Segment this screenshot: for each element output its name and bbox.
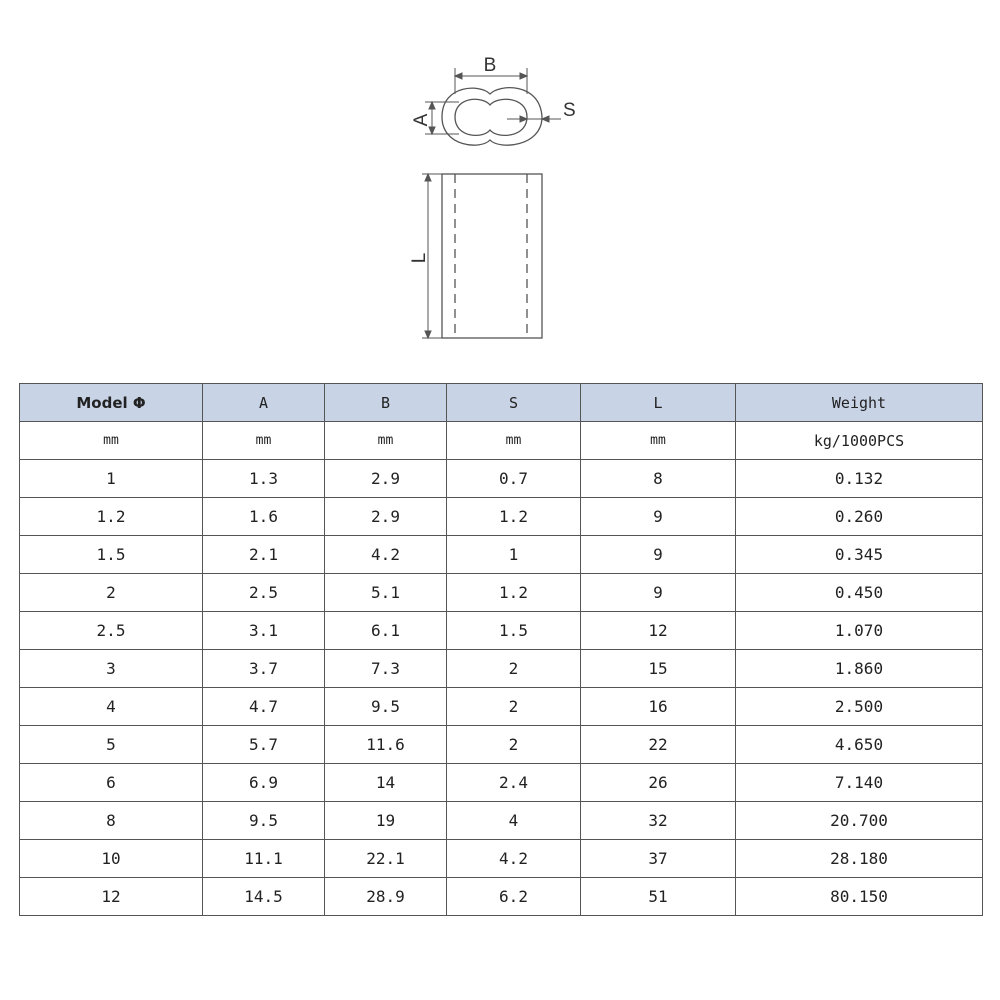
table-body [20,422,983,916]
table-cell: 1 [20,460,203,498]
table-cell: 16 [581,688,736,726]
table-cell: 4.2 [447,840,581,878]
table-row [20,726,983,764]
table-cell: 9 [581,498,736,536]
table-cell: 0.345 [736,536,983,574]
table-cell: 9.5 [325,688,447,726]
table-cell: 4.2 [325,536,447,574]
table-row [20,688,983,726]
table-row [20,536,983,574]
table-cell: 11.1 [203,840,325,878]
units-row [20,422,983,460]
table-cell: 2.9 [325,498,447,536]
table-cell: 2.5 [203,574,325,612]
table-cell: 2.4 [447,764,581,802]
table-cell: 1 [447,536,581,574]
dimension-s-label: S [563,100,576,121]
dimension-l-label: L [409,252,430,264]
table-row [20,764,983,802]
table-row [20,650,983,688]
table-cell: 19 [325,802,447,840]
technical-drawing [395,50,605,350]
table-cell: 5.1 [325,574,447,612]
table-cell: 8 [20,802,203,840]
table-cell: 15 [581,650,736,688]
header-weight: Weight [736,384,983,422]
dimension-b-label: B [483,55,497,76]
table-cell: 2 [20,574,203,612]
top-view [442,88,542,145]
table-cell: 0.132 [736,460,983,498]
table-cell: 2.9 [325,460,447,498]
table-cell: 2.500 [736,688,983,726]
table-cell: 10 [20,840,203,878]
table-cell: 37 [581,840,736,878]
table-cell: 7.3 [325,650,447,688]
table-cell: 4 [447,802,581,840]
unit-cell: mm [325,422,447,460]
table-row [20,498,983,536]
dimension-s [507,116,561,122]
unit-cell: mm [581,422,736,460]
table-cell: 1.2 [447,574,581,612]
table-cell: 8 [581,460,736,498]
table-cell: 2 [447,726,581,764]
table-cell: 3.7 [203,650,325,688]
table-cell: 22.1 [325,840,447,878]
table-cell: 2.5 [20,612,203,650]
spec-table [19,383,983,916]
table-row [20,840,983,878]
table-cell: 1.5 [20,536,203,574]
table-cell: 12 [581,612,736,650]
table-row [20,460,983,498]
table-cell: 1.860 [736,650,983,688]
table-cell: 4.650 [736,726,983,764]
table-cell: 5 [20,726,203,764]
table-cell: 14.5 [203,878,325,916]
table-cell: 80.150 [736,878,983,916]
table-cell: 4.7 [203,688,325,726]
table-cell: 0.450 [736,574,983,612]
table-cell: 7.140 [736,764,983,802]
side-view [442,174,542,338]
table-row [20,574,983,612]
table-cell: 9.5 [203,802,325,840]
table-cell: 6.2 [447,878,581,916]
header-b: B [325,384,447,422]
unit-cell: mm [20,422,203,460]
table-cell: 22 [581,726,736,764]
header-s: S [447,384,581,422]
table-row [20,878,983,916]
table-cell: 14 [325,764,447,802]
unit-cell: mm [203,422,325,460]
dimension-a-label: A [411,113,432,127]
table-cell: 1.6 [203,498,325,536]
header-l: L [581,384,736,422]
sleeve-inner-outline [455,99,527,135]
unit-cell: kg/1000PCS [736,422,983,460]
table-cell: 11.6 [325,726,447,764]
table-cell: 20.700 [736,802,983,840]
table-cell: 51 [581,878,736,916]
table-cell: 1.2 [447,498,581,536]
table-cell: 12 [20,878,203,916]
table-cell: 9 [581,574,736,612]
table-cell: 2 [447,650,581,688]
header-a: A [203,384,325,422]
table-cell: 3.1 [203,612,325,650]
table-cell: 26 [581,764,736,802]
table-cell: 0.260 [736,498,983,536]
table-cell: 1.2 [20,498,203,536]
sleeve-drawing-svg [395,50,605,350]
table-cell: 3 [20,650,203,688]
table-cell: 9 [581,536,736,574]
table-cell: 0.7 [447,460,581,498]
table-row [20,802,983,840]
table-cell: 32 [581,802,736,840]
table-cell: 6 [20,764,203,802]
table-cell: 1.5 [447,612,581,650]
table-cell: 5.7 [203,726,325,764]
table-cell: 28.9 [325,878,447,916]
table-cell: 1.070 [736,612,983,650]
table-cell: 4 [20,688,203,726]
table-cell: 2 [447,688,581,726]
table-cell: 28.180 [736,840,983,878]
table-cell: 6.9 [203,764,325,802]
unit-cell: mm [447,422,581,460]
header-row [20,384,983,422]
table-cell: 1.3 [203,460,325,498]
table-row [20,612,983,650]
table-cell: 6.1 [325,612,447,650]
table-cell: 2.1 [203,536,325,574]
header-model: Model Φ [20,384,203,422]
